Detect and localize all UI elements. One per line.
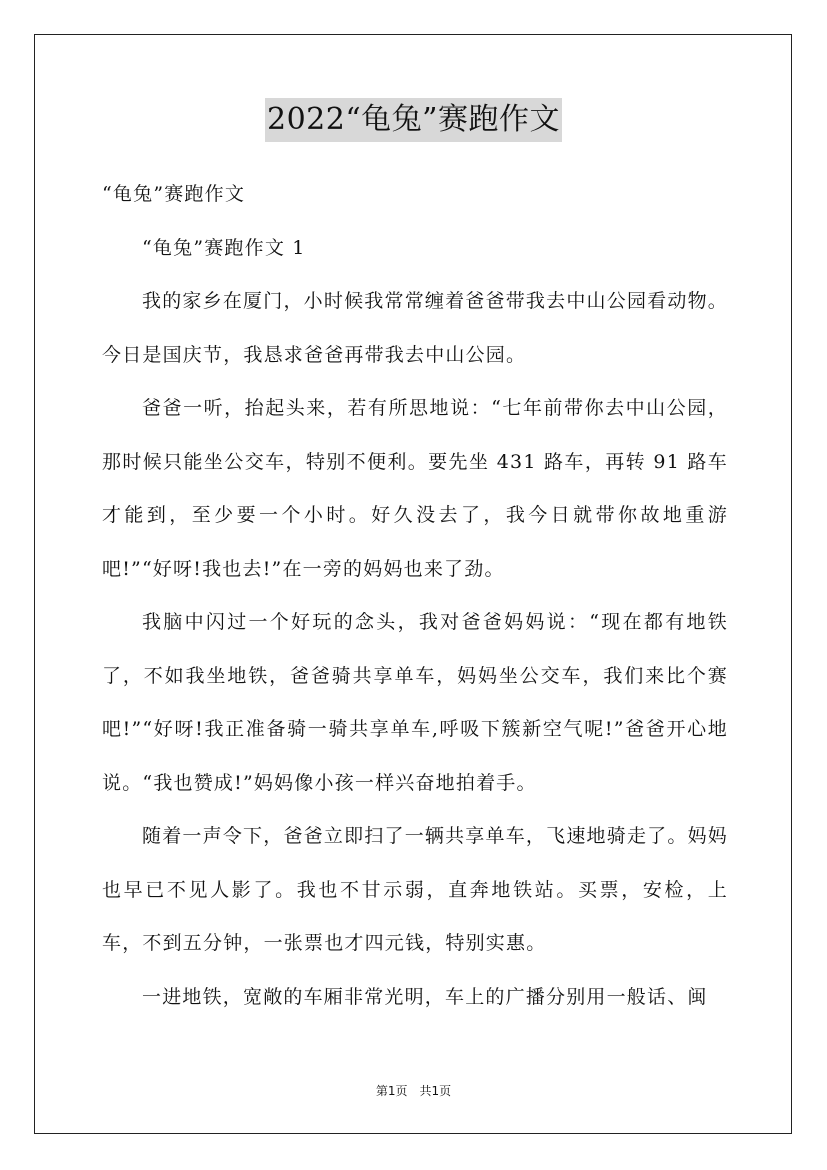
paragraph-essay-heading: “龟兔”赛跑作文 1 [142,236,306,259]
paragraph-2: 爸爸一听，抬起头来，若有所思地说：“七年前带你去中山公园，那时候只能坐公交车，特别不便利。要先坐 431 路车，再转 91 路车才能到，至少要一个小时。好久没去了，我今日就带你故地重游吧!”“好呀!我也去!”在一旁的妈妈也来了劲。 [102,397,728,580]
paragraph-1: 我的家乡在厦门，小时候我常常缠着爸爸带我去中山公园看动物。今日是国庆节，我恳求爸爸再带我去中山公园。 [102,290,728,366]
page-number: 第1页 [375,1084,408,1098]
title-container [0,98,827,142]
paragraph-5: 一进地铁，宽敞的车厢非常光明，车上的广播分别用一般话、闽 [142,985,708,1008]
paragraph-subtitle: “龟兔”赛跑作文 [102,183,246,205]
paragraph-3: 我脑中闪过一个好玩的念头，我对爸爸妈妈说：“现在都有地铁了，不如我坐地铁，爸爸骑共享单车，妈妈坐公交车，我们来比个赛吧!”“好呀!我正准备骑一骑共享单车,呼吸下簇新空气呢!”爸爸开心地说。“我也赞成!”妈妈像小孩一样兴奋地拍着手。 [102,611,728,794]
paragraph-4: 随着一声令下，爸爸立即扫了一辆共享单车，飞速地骑走了。妈妈也早已不见人影了。我也不甘示弱，直奔地铁站。买票，安检，上车，不到五分钟，一张票也才四元钱，特别实惠。 [102,825,728,954]
page-footer [0,1082,827,1100]
document-title: 2022“龟兔”赛跑作文 [265,98,562,142]
document-body [102,168,728,1024]
page-total: 共1页 [419,1084,452,1098]
